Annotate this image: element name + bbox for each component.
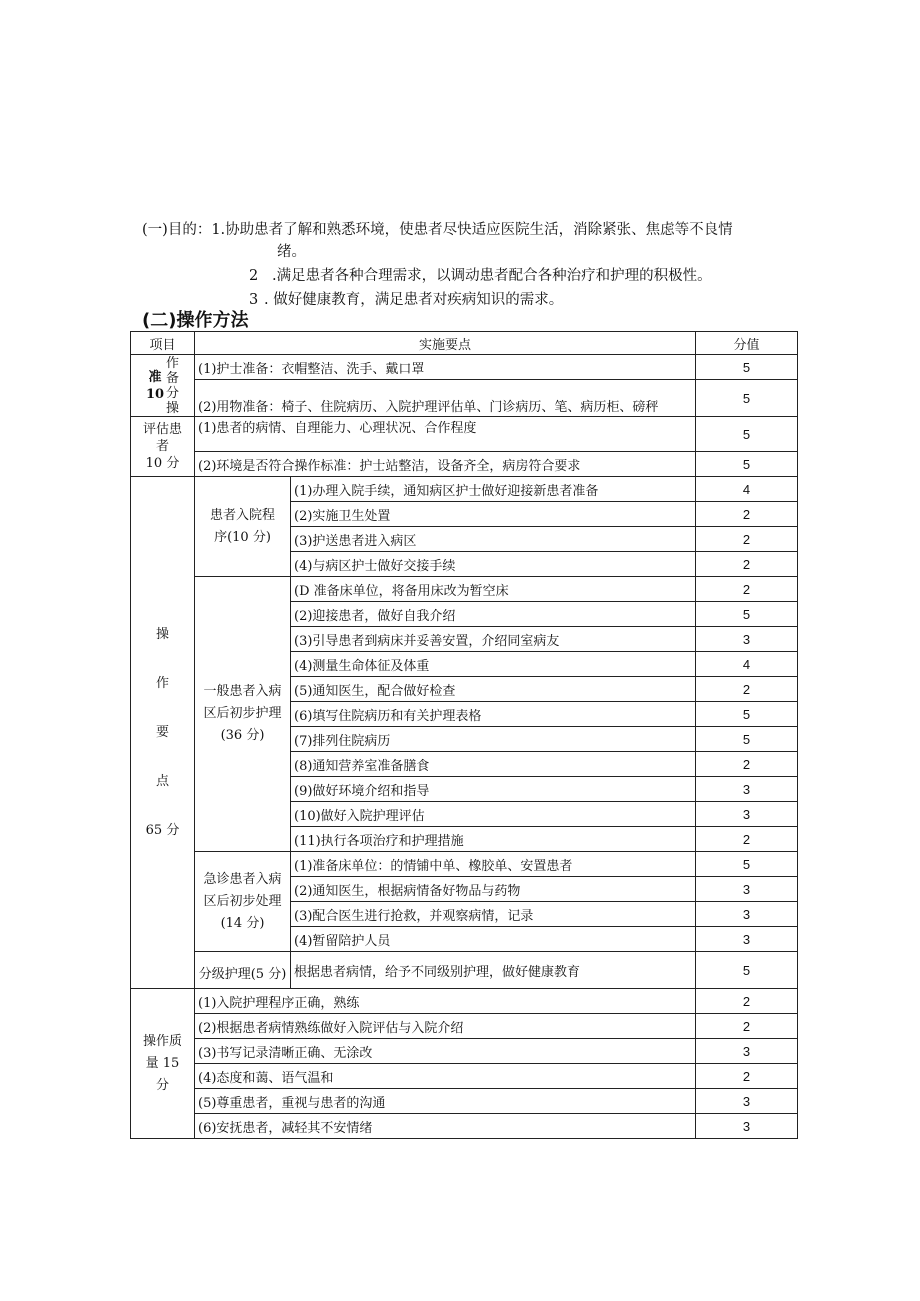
ops-point: (9)做好环境介绍和指导 bbox=[291, 777, 696, 802]
label-lines bbox=[198, 505, 287, 549]
ops-point: (3)配合医生进行抢救，并观察病情，记录 bbox=[291, 902, 696, 927]
label-line: 分级护理(5 分) bbox=[198, 967, 287, 982]
ops-point: (3)护送患者进入病区 bbox=[291, 527, 696, 552]
ops-score: 4 bbox=[696, 652, 798, 677]
ops-score: 3 bbox=[696, 877, 798, 902]
label-line: 急诊患者入病 bbox=[203, 871, 282, 887]
assess-point: (1)患者的病情、自理能力、心理状况、合作程度 bbox=[195, 417, 696, 452]
table-row bbox=[131, 1089, 798, 1114]
prep-label-wrap bbox=[131, 356, 194, 416]
quality-point: (3)书写记录清晰正确、无涂改 bbox=[195, 1039, 696, 1064]
objective-2-number: 2 bbox=[249, 268, 259, 284]
ops-point: (2)实施卫生处置 bbox=[291, 502, 696, 527]
ops-score: 5 bbox=[696, 727, 798, 752]
procedure-table bbox=[130, 331, 798, 1139]
label-line: (36 分) bbox=[220, 728, 265, 743]
quality-label bbox=[131, 989, 195, 1139]
ops-group-label bbox=[195, 577, 291, 852]
ops-group-label bbox=[195, 852, 291, 952]
table-row bbox=[131, 417, 798, 452]
label-line: 点 bbox=[155, 774, 169, 789]
table-row bbox=[131, 477, 798, 502]
quality-point: (6)安抚患者，减轻其不安情绪 bbox=[195, 1114, 696, 1139]
ops-point: (1)准备床单位：的情铺中单、橡胶单、安置患者 bbox=[291, 852, 696, 877]
ops-point: (4)暂留陪护人员 bbox=[291, 927, 696, 952]
quality-point: (5)尊重患者，重视与患者的沟通 bbox=[195, 1089, 696, 1114]
ops-point: (3)引导患者到病床并妥善安置，介绍同室病友 bbox=[291, 627, 696, 652]
ops-score: 5 bbox=[696, 952, 798, 989]
ops-point: (6)填写住院病历和有关护理表格 bbox=[291, 702, 696, 727]
label-line: 一般患者入病 bbox=[203, 684, 282, 699]
ops-score: 5 bbox=[696, 602, 798, 627]
table-header-row bbox=[131, 332, 798, 355]
label-line: (14 分) bbox=[220, 915, 265, 931]
ops-score: 5 bbox=[696, 852, 798, 877]
prep-label bbox=[131, 355, 195, 417]
ops-point: (10)做好入院护理评估 bbox=[291, 802, 696, 827]
label-line: 评估患 bbox=[142, 422, 182, 437]
ops-score: 3 bbox=[696, 927, 798, 952]
ops-score: 2 bbox=[696, 827, 798, 852]
ops-group-label bbox=[195, 477, 291, 577]
label-line: 备 bbox=[166, 370, 180, 386]
quality-score: 3 bbox=[696, 1039, 798, 1064]
label-line: 准 bbox=[148, 369, 162, 385]
ops-score: 2 bbox=[696, 577, 798, 602]
ops-point: (D 准备床单位，将备用床改为暂空床 bbox=[291, 577, 696, 602]
ops-point: (4)与病区护士做好交接手续 bbox=[291, 552, 696, 577]
ops-score: 3 bbox=[696, 777, 798, 802]
ops-score: 2 bbox=[696, 552, 798, 577]
quality-score: 2 bbox=[696, 1064, 798, 1089]
ops-score: 2 bbox=[696, 677, 798, 702]
label-line: 区后初步护理 bbox=[203, 706, 282, 721]
label-lines bbox=[134, 610, 191, 855]
quality-point: (1)入院护理程序正确，熟练 bbox=[195, 989, 696, 1014]
ops-score: 3 bbox=[696, 902, 798, 927]
quality-score: 2 bbox=[696, 1014, 798, 1039]
ops-point: (2)通知医生，根据病情备好物品与药物 bbox=[291, 877, 696, 902]
table-row bbox=[131, 577, 798, 602]
prep-label-col1 bbox=[146, 369, 164, 403]
header-points: 实施要点 bbox=[195, 332, 696, 355]
objective-1: (一)目的：1.协助患者了解和熟悉环境，使患者尽快适应医院生活，消除紧张、焦虑等不良情 bbox=[142, 222, 733, 238]
header-item: 项目 bbox=[131, 332, 195, 355]
label-line: 序(10 分) bbox=[214, 529, 271, 545]
label-line: 操作质 bbox=[142, 1033, 182, 1049]
prep-label-col2 bbox=[166, 356, 179, 416]
quality-point: (2)根据患者病情熟练做好入院评估与入院介绍 bbox=[195, 1014, 696, 1039]
label-line: 分 bbox=[166, 385, 180, 401]
quality-point: (4)态度和蔼、语气温和 bbox=[195, 1064, 696, 1089]
label-line: 作 bbox=[166, 355, 180, 371]
table-row bbox=[131, 1064, 798, 1089]
ops-point: (4)测量生命体征及体重 bbox=[291, 652, 696, 677]
table-row bbox=[131, 1039, 798, 1064]
label-lines bbox=[134, 1031, 191, 1097]
objective-3-number: 3 bbox=[249, 292, 259, 308]
label-line: 10 分 bbox=[145, 456, 180, 471]
quality-score: 2 bbox=[696, 989, 798, 1014]
label-line: 作 bbox=[155, 676, 169, 691]
assess-score: 5 bbox=[696, 452, 798, 477]
ops-group-label bbox=[195, 952, 291, 989]
ops-point: (11)执行各项治疗和护理措施 bbox=[291, 827, 696, 852]
label-line: 量 15 bbox=[145, 1055, 180, 1071]
procedure-table-body bbox=[131, 332, 798, 1139]
ops-score: 3 bbox=[696, 802, 798, 827]
header-score: 分值 bbox=[696, 332, 798, 355]
table-row bbox=[131, 989, 798, 1014]
quality-score: 3 bbox=[696, 1089, 798, 1114]
ops-score: 2 bbox=[696, 752, 798, 777]
label-line: 操 bbox=[166, 400, 180, 416]
table-row bbox=[131, 1014, 798, 1039]
ops-point: (7)排列住院病历 bbox=[291, 727, 696, 752]
prep-point: (2)用物准备：椅子、住院病历、入院护理评估单、门诊病历、笔、病历柜、磅秤 bbox=[195, 380, 696, 417]
ops-score: 5 bbox=[696, 702, 798, 727]
label-lines bbox=[198, 869, 287, 935]
objective-1-continued: 绪。 bbox=[277, 244, 306, 260]
assess-score: 5 bbox=[696, 417, 798, 452]
label-line: 65 分 bbox=[145, 823, 180, 838]
label-line: 分 bbox=[155, 1077, 169, 1093]
objective-3: . 做好健康教育，满足患者对疾病知识的需求。 bbox=[264, 292, 564, 308]
ops-score: 4 bbox=[696, 477, 798, 502]
label-line: 操 bbox=[155, 627, 169, 642]
ops-label bbox=[131, 477, 195, 989]
label-line: 要 bbox=[155, 725, 169, 740]
label-line: 者 bbox=[155, 439, 169, 454]
prep-point: (1)护士准备：衣帽整洁、洗手、戴口罩 bbox=[195, 355, 696, 380]
objective-2: .满足患者各种合理需求，以调动患者配合各种治疗和护理的积极性。 bbox=[272, 268, 712, 284]
table-row bbox=[131, 452, 798, 477]
ops-point: (8)通知营养室准备膳食 bbox=[291, 752, 696, 777]
ops-point: (1)办理入院手续，通知病区护士做好迎接新患者准备 bbox=[291, 477, 696, 502]
ops-point: 根据患者病情，给予不同级别护理，做好健康教育 bbox=[291, 952, 696, 989]
ops-point: (5)通知医生，配合做好检查 bbox=[291, 677, 696, 702]
section-heading: (二)操作方法 bbox=[142, 310, 249, 331]
label-lines bbox=[198, 964, 287, 986]
table-row bbox=[131, 1114, 798, 1139]
prep-score: 5 bbox=[696, 355, 798, 380]
label-lines bbox=[134, 421, 191, 472]
ops-score: 3 bbox=[696, 627, 798, 652]
prep-score: 5 bbox=[696, 380, 798, 417]
label-line: 患者入院程 bbox=[209, 507, 275, 523]
label-line: 10 bbox=[145, 386, 165, 402]
label-lines bbox=[198, 681, 287, 747]
assess-point: (2)环境是否符合操作标准：护士站整洁，设备齐全，病房符合要求 bbox=[195, 452, 696, 477]
assess-label bbox=[131, 417, 195, 477]
label-line: 区后初步处理 bbox=[203, 893, 282, 909]
table-row bbox=[131, 380, 798, 417]
quality-score: 3 bbox=[696, 1114, 798, 1139]
ops-point: (2)迎接患者，做好自我介绍 bbox=[291, 602, 696, 627]
table-row bbox=[131, 952, 798, 989]
ops-score: 2 bbox=[696, 527, 798, 552]
table-row bbox=[131, 355, 798, 380]
ops-score: 2 bbox=[696, 502, 798, 527]
table-row bbox=[131, 852, 798, 877]
